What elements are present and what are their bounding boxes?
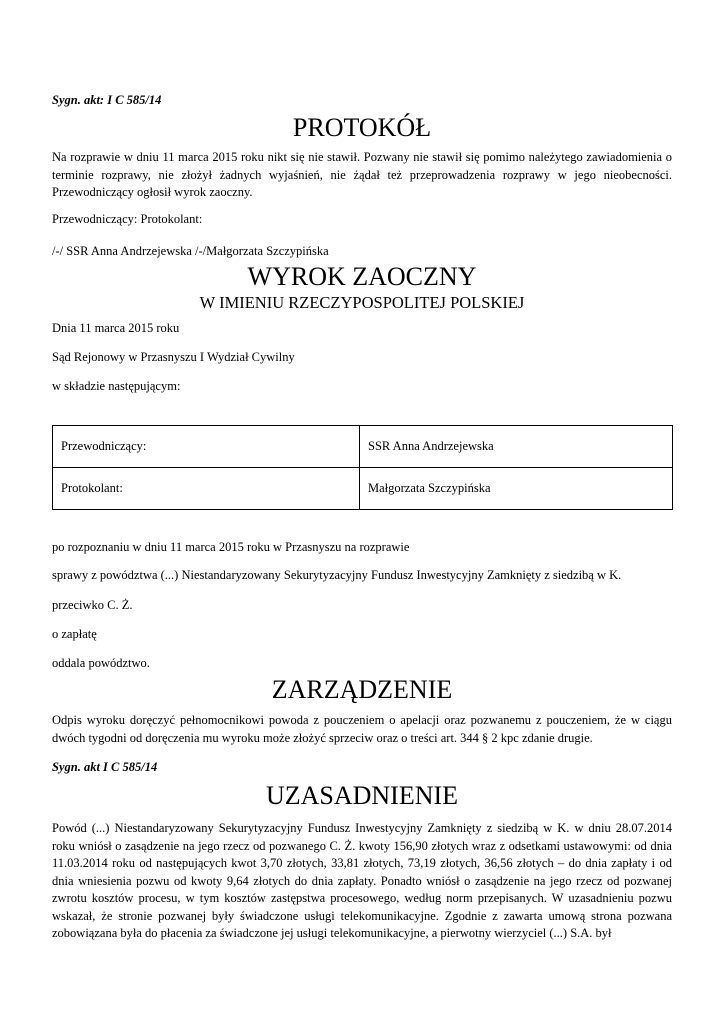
zarzadzenie-heading: ZARZĄDZENIE [271,675,453,704]
wyrok-line-5: oddala powództwo. [52,656,150,670]
protokol-signatures: /-/ SSR Anna Andrzejewska /-/Małgorzata Szczypińska [52,244,329,258]
wyrok-line-3: przeciwko C. Ż. [52,598,133,612]
zarzadzenie-paragraph: Odpis wyroku doręczyć pełnomocnikowi powoda z pouczeniem o apelacji oraz pozwanemu z pouczeniem, że w ciągu dwóch tygodni od doręczenia mu wyroku może złożyć sprzeciw oraz o treści art. 344 § 2 kpc zdanie drugie. [52,713,672,745]
wyrok-date: Dnia 11 marca 2015 roku [52,321,180,335]
case-number-2: Sygn. akt I C 585/14 [52,760,158,774]
case-number: Sygn. akt: I C 585/14 [52,93,162,107]
table-row [53,468,673,510]
protokol-roles: Przewodniczący: Protokolant: [52,212,203,226]
wyrok-court: Sąd Rejonowy w Przasnyszu I Wydział Cywilny [52,350,295,364]
wyrok-line-4: o zapłatę [52,627,97,641]
wyrok-line-2: sprawy z powództwa (...) Niestandaryzowany Sekurytyzacyjny Fundusz Inwestycyjny Zamknięty z siedzibą w K. [52,568,622,582]
wyrok-composition-intro: w składzie następującym: [52,379,181,393]
wyrok-line-1: po rozpoznaniu w dniu 11 marca 2015 roku w Przasnyszu na rozprawie [52,540,410,554]
uzasadnienie-heading: UZASADNIENIE [265,781,459,810]
composition-person: SSR Anna Andrzejewska [360,426,673,468]
protokol-paragraph: Na rozprawie w dniu 11 marca 2015 roku nikt się nie stawił. Pozwany nie stawił się pomimo należytego zawiadomienia o terminie rozprawy, nie złożył żadnych wyjaśnień, nie żądał też przeprowadzenia rozprawy w jego nieobecności. Przewodniczący ogłosił wyrok zaoczny. [52,150,672,199]
wyrok-heading: WYROK ZAOCZNY [247,262,477,291]
composition-role: Protokolant: [53,468,360,510]
wyrok-subheading: W IMIENIU RZECZYPOSPOLITEJ POLSKIEJ [199,293,525,312]
composition-person: Małgorzata Szczypińska [360,468,673,510]
uzasadnienie-paragraph: Powód (...) Niestandaryzowany Sekurytyzacyjny Fundusz Inwestycyjny Zamknięty z siedzibą w K. w dniu 28.07.2014 roku wniósł o zasądzenie na jego rzecz od pozwanego C. Ż. kwoty 156,90 złotych wraz z odsetkami ustawowymi: od dnia 11.03.2014 roku od następujących kwot 3,70 złotych, 33,81 złotych, 73,19 złotych, 36,56 złotych – do dnia zapłaty i od dnia wniesienia pozwu od kwoty 9,64 złotych do dnia zapłaty. Ponadto wniósł o zasądzenie na jego rzecz od pozwanej zwrotu kosztów procesu, w tym kosztów zastępstwa procesowego, według norm przepisanych. W uzasadnieniu pozwu wskazał, że stronie pozwanej były świadczone usługi telekomunikacyjne. Zgodnie z zawarta umową strona pozwana zobowiązana była do płacenia za świadczone jej usługi telekomunikacyjne, a pierwotny wierzyciel (...) S.A. był [52,821,672,940]
table-row [53,426,673,468]
protokol-heading: PROTOKÓŁ [292,113,432,142]
composition-role: Przewodniczący: [53,426,360,468]
composition-table [52,425,673,510]
